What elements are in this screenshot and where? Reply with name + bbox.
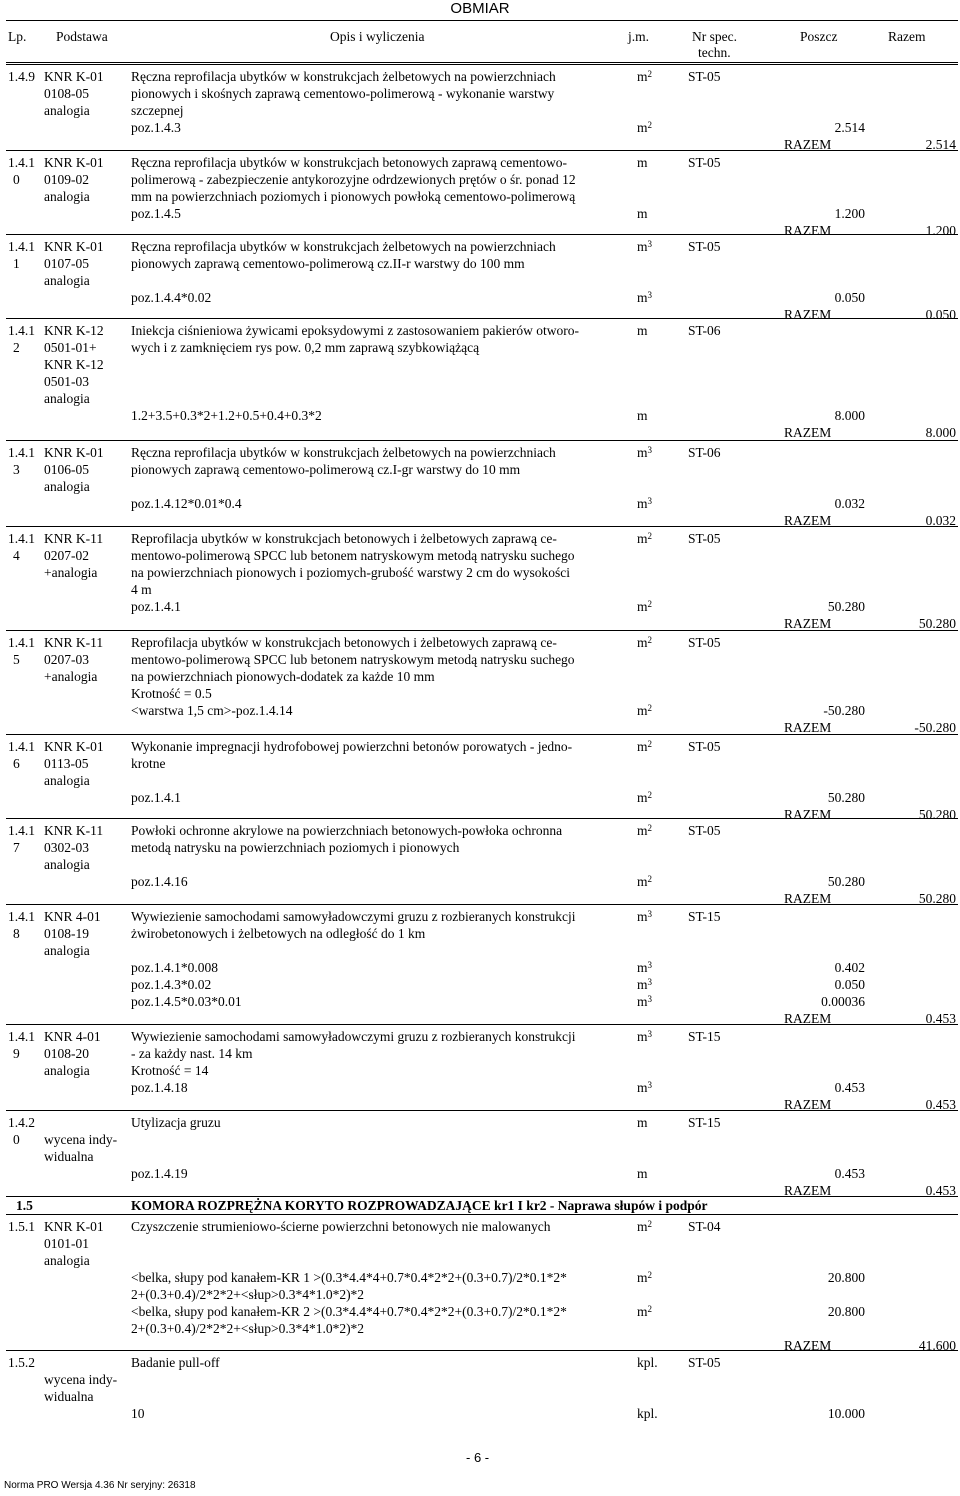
item-lp: 1.4.1 — [8, 155, 35, 170]
item-podstawa: KNR K-01 — [44, 445, 104, 460]
item-podstawa: KNR K-12 — [44, 357, 104, 372]
item-podstawa: KNR 4-01 — [44, 1029, 101, 1044]
calc-expression: 2+(0.3+0.4)/2*2*2+<słup>0.3*4*1.0*2)*2 — [131, 1321, 365, 1336]
calc-unit — [637, 789, 652, 806]
item-spec: ST-05 — [688, 823, 721, 838]
calc-value: 50.280 — [827, 599, 865, 614]
calc-unit — [637, 1079, 652, 1096]
calc-expression: poz.1.4.5 — [131, 206, 181, 221]
item-opis: pionowych zaprawą cementowo-polimerową cz.II-r warstwy do 100 mm — [131, 256, 525, 271]
razem-label: RAZEM — [784, 807, 832, 822]
item-lp: 4 — [13, 548, 20, 563]
item-podstawa: KNR K-11 — [44, 635, 104, 650]
calc-unit — [637, 119, 652, 136]
item-podstawa: 0501-03 — [44, 374, 89, 389]
calc-unit — [637, 495, 652, 512]
header-opis: Opis i wyliczenia — [330, 29, 425, 44]
item-podstawa: analogia — [44, 103, 90, 118]
item-podstawa: analogia — [44, 943, 90, 958]
calc-expression: 1.2+3.5+0.3*2+1.2+0.5+0.4+0.3*2 — [131, 408, 322, 423]
razem-value: 50.280 — [918, 616, 956, 631]
item-podstawa: analogia — [44, 189, 90, 204]
item-opis: Iniekcja ciśnieniowa żywicami epoksydowymi z zastosowaniem pakierów otworo- — [131, 323, 579, 338]
item-podstawa: KNR K-01 — [44, 739, 104, 754]
unit-exponent: 2 — [647, 739, 653, 749]
row-separator — [6, 1024, 958, 1025]
unit-exponent: 3 — [647, 977, 653, 987]
unit-base: m — [637, 1029, 648, 1044]
unit-base: m — [637, 445, 648, 460]
calc-expression: <belka, słupy pod kanałem-KR 2 >(0.3*4.4*4+0.7*0.4*2*2+(0.3+0.7)/2*0.1*2* — [131, 1304, 567, 1319]
item-podstawa: 0108-20 — [44, 1046, 89, 1061]
razem-value: 0.453 — [925, 1097, 956, 1112]
item-jm: m — [637, 1115, 648, 1130]
item-lp: 0 — [13, 172, 20, 187]
calc-value: 0.453 — [834, 1080, 865, 1095]
unit-base: m — [637, 909, 648, 924]
item-jm — [637, 1028, 652, 1045]
calc-expression: poz.1.4.5*0.03*0.01 — [131, 994, 242, 1009]
razem-label: RAZEM — [784, 307, 832, 322]
calc-expression: poz.1.4.19 — [131, 1166, 188, 1181]
item-podstawa: analogia — [44, 1253, 90, 1268]
calc-value: 8.000 — [834, 408, 865, 423]
calc-value: 2.514 — [834, 120, 865, 135]
razem-label: RAZEM — [784, 720, 832, 735]
razem-label: RAZEM — [784, 1183, 832, 1198]
calc-unit — [637, 598, 652, 615]
item-opis: Krotność = 0.5 — [131, 686, 212, 701]
item-spec: ST-06 — [688, 323, 721, 338]
row-separator — [6, 1110, 958, 1111]
item-lp: 1 — [13, 256, 20, 271]
unit-base: m — [637, 703, 648, 718]
razem-value: 41.600 — [918, 1338, 956, 1353]
item-podstawa: +analogia — [44, 565, 98, 580]
item-jm — [637, 738, 652, 755]
item-spec: ST-04 — [688, 1219, 721, 1234]
item-podstawa: KNR K-01 — [44, 1219, 104, 1234]
unit-exponent: 2 — [647, 1304, 653, 1314]
header-podstawa: Podstawa — [56, 29, 108, 44]
item-lp: 1.4.2 — [8, 1115, 35, 1130]
item-spec: ST-15 — [688, 1029, 721, 1044]
item-jm: m — [637, 155, 648, 170]
razem-value: 0.050 — [925, 307, 956, 322]
row-separator — [6, 64, 958, 65]
unit-base: m — [637, 823, 648, 838]
unit-base: m — [637, 1080, 648, 1095]
unit-exponent: 2 — [647, 1219, 653, 1229]
item-lp: 0 — [13, 1132, 20, 1147]
calc-value: 10.000 — [827, 1406, 865, 1421]
item-spec: ST-05 — [688, 239, 721, 254]
item-podstawa: analogia — [44, 1063, 90, 1078]
unit-exponent: 3 — [647, 909, 653, 919]
header-razem: Razem — [888, 29, 926, 44]
calc-value: -50.280 — [823, 703, 865, 718]
item-lp: 1.4.1 — [8, 823, 35, 838]
item-podstawa: 0501-01+ — [44, 340, 97, 355]
razem-value: 1.200 — [925, 223, 956, 238]
calc-value: 1.200 — [834, 206, 865, 221]
row-separator — [6, 150, 958, 151]
item-lp: 1.4.1 — [8, 909, 35, 924]
unit-exponent: 3 — [647, 290, 653, 300]
calc-value: 0.050 — [834, 290, 865, 305]
item-podstawa: 0101-01 — [44, 1236, 89, 1251]
calc-unit — [637, 702, 652, 719]
row-separator — [6, 318, 958, 319]
item-opis: pionowych zaprawą cementowo-polimerową cz.I-gr warstwy do 10 mm — [131, 462, 521, 477]
unit-base: m — [637, 120, 648, 135]
unit-base: m — [637, 994, 648, 1009]
item-opis: wych i z zamknięciem rys pow. 0,2 mm zaprawą szybkowiążącą — [131, 340, 480, 355]
item-podstawa: analogia — [44, 479, 90, 494]
item-opis: Powłoki ochronne akrylowe na powierzchniach betonowych-powłoka ochronna — [131, 823, 563, 838]
item-podstawa: KNR K-01 — [44, 155, 104, 170]
item-opis: - za każdy nast. 14 km — [131, 1046, 253, 1061]
footer-serial: Norma PRO Wersja 4.36 Nr seryjny: 26318 — [4, 1480, 196, 1491]
item-opis: krotne — [131, 756, 166, 771]
item-podstawa: KNR K-11 — [44, 823, 104, 838]
razem-label: RAZEM — [784, 1097, 832, 1112]
calc-value: 0.402 — [834, 960, 865, 975]
unit-exponent: 2 — [647, 1270, 653, 1280]
item-opis: Utylizacja gruzu — [131, 1115, 221, 1130]
unit-base: m — [637, 69, 648, 84]
calc-unit — [637, 993, 652, 1010]
calc-unit: m — [637, 1166, 648, 1181]
item-opis: żwirobetonowych i żelbetowych na odległość do 1 km — [131, 926, 426, 941]
unit-exponent: 3 — [647, 1029, 653, 1039]
item-opis: mentowo-polimerową SPCC lub betonem natryskowym metodą natrysku suchego — [131, 652, 575, 667]
item-podstawa: analogia — [44, 773, 90, 788]
calc-value: 0.00036 — [821, 994, 865, 1009]
header-nr-spec-techn: techn. — [698, 45, 731, 60]
item-podstawa: widualna — [44, 1389, 94, 1404]
item-opis: Wywiezienie samochodami samowyładowczymi gruzu z rozbieranych konstrukcji — [131, 1029, 576, 1044]
item-lp: 1.4.1 — [8, 739, 35, 754]
item-lp: 9 — [13, 1046, 20, 1061]
unit-exponent: 3 — [647, 496, 653, 506]
row-separator — [6, 818, 958, 819]
item-lp: 1.4.1 — [8, 239, 35, 254]
item-podstawa: KNR K-12 — [44, 323, 104, 338]
item-spec: ST-15 — [688, 909, 721, 924]
item-jm — [637, 238, 652, 255]
item-opis: mentowo-polimerową SPCC lub betonem natryskowym metodą natrysku suchego — [131, 548, 575, 563]
razem-label: RAZEM — [784, 425, 832, 440]
item-jm — [637, 822, 652, 839]
unit-base: m — [637, 874, 648, 889]
calc-expression: poz.1.4.3*0.02 — [131, 977, 212, 992]
item-podstawa: analogia — [44, 391, 90, 406]
item-opis: na powierzchniach pionowych i poziomych-grubość warstwy 2 cm do wysokości — [131, 565, 571, 580]
item-spec: ST-05 — [688, 635, 721, 650]
page-number: - 6 - — [466, 1450, 490, 1465]
unit-base: m — [637, 977, 648, 992]
row-separator — [6, 904, 958, 905]
calc-expression: poz.1.4.1 — [131, 790, 181, 805]
unit-base: m — [637, 739, 648, 754]
item-podstawa: 0207-03 — [44, 652, 89, 667]
item-podstawa: KNR K-01 — [44, 239, 104, 254]
calc-unit — [637, 289, 652, 306]
item-lp: 1.4.1 — [8, 1029, 35, 1044]
unit-exponent: 3 — [647, 239, 653, 249]
unit-exponent: 2 — [647, 874, 653, 884]
item-spec: ST-05 — [688, 155, 721, 170]
item-opis: Ręczna reprofilacja ubytków w konstrukcjach żelbetowych na powierzchniach — [131, 239, 556, 254]
unit-exponent: 2 — [647, 599, 653, 609]
unit-base: m — [637, 1219, 648, 1234]
section-lp: 1.5 — [16, 1198, 33, 1213]
item-opis: Ręczna reprofilacja ubytków w konstrukcjach betonowych zaprawą cementowo- — [131, 155, 567, 170]
calc-unit — [637, 1303, 652, 1320]
calc-unit — [637, 959, 652, 976]
item-opis: 4 m — [131, 582, 152, 597]
razem-label: RAZEM — [784, 223, 832, 238]
item-opis: Ręczna reprofilacja ubytków w konstrukcjach żelbetowych na powierzchniach — [131, 445, 556, 460]
item-spec: ST-05 — [688, 1355, 721, 1370]
item-spec: ST-06 — [688, 445, 721, 460]
row-separator — [6, 1350, 958, 1351]
unit-exponent: 3 — [647, 960, 653, 970]
calc-value: 0.032 — [834, 496, 865, 511]
item-opis: pionowych i skośnych zaprawą cementowo-polimerową - wykonanie warstwy — [131, 86, 555, 101]
row-separator — [6, 734, 958, 735]
unit-exponent: 2 — [647, 823, 653, 833]
item-podstawa: widualna — [44, 1149, 94, 1164]
unit-exponent: 2 — [647, 69, 653, 79]
calc-expression: 10 — [131, 1406, 145, 1421]
item-lp: 7 — [13, 840, 20, 855]
razem-value: 8.000 — [925, 425, 956, 440]
unit-exponent: 3 — [647, 445, 653, 455]
calc-expression: poz.1.4.1*0.008 — [131, 960, 218, 975]
razem-value: 50.280 — [918, 807, 956, 822]
item-lp: 8 — [13, 926, 20, 941]
razem-label: RAZEM — [784, 137, 832, 152]
item-opis: mm na powierzchniach poziomych i pionowych powłoką cementowo-polimerową — [131, 189, 576, 204]
calc-value: 50.280 — [827, 790, 865, 805]
calc-unit — [637, 873, 652, 890]
calc-expression: <warstwa 1,5 cm>-poz.1.4.14 — [131, 703, 293, 718]
calc-expression: poz.1.4.16 — [131, 874, 188, 889]
item-podstawa: 0207-02 — [44, 548, 89, 563]
calc-value: 0.050 — [834, 977, 865, 992]
header-lp: Lp. — [8, 29, 27, 44]
item-lp: 1.4.1 — [8, 531, 35, 546]
unit-base: m — [637, 1270, 648, 1285]
item-podstawa: KNR K-11 — [44, 531, 104, 546]
item-podstawa: KNR 4-01 — [44, 909, 101, 924]
unit-base: m — [637, 790, 648, 805]
header-top-rule — [6, 20, 958, 21]
calc-expression: poz.1.4.3 — [131, 120, 181, 135]
row-separator — [6, 440, 958, 441]
unit-base: m — [637, 239, 648, 254]
item-spec: ST-05 — [688, 531, 721, 546]
item-jm: kpl. — [637, 1355, 658, 1370]
page-title: OBMIAR — [450, 0, 510, 17]
item-jm: m — [637, 323, 648, 338]
razem-label: RAZEM — [784, 1338, 832, 1353]
header-bottom-rule — [6, 62, 958, 63]
row-separator — [6, 630, 958, 631]
row-separator — [6, 234, 958, 235]
item-jm — [637, 68, 652, 85]
unit-exponent: 2 — [647, 703, 653, 713]
item-opis: polimerową - zabezpieczenie antykorozyjne odrdzewionych prętów o śr. ponad 12 — [131, 172, 576, 187]
item-opis: Wywiezienie samochodami samowyładowczymi gruzu z rozbieranych konstrukcji — [131, 909, 576, 924]
unit-exponent: 2 — [647, 635, 653, 645]
item-opis: szczepnej — [131, 103, 184, 118]
item-spec: ST-05 — [688, 69, 721, 84]
calc-value: 0.453 — [834, 1166, 865, 1181]
item-podstawa: 0113-05 — [44, 756, 89, 771]
calc-unit — [637, 1269, 652, 1286]
razem-value: 0.453 — [925, 1011, 956, 1026]
item-podstawa: wycena indy- — [44, 1132, 118, 1147]
unit-exponent: 3 — [647, 994, 653, 1004]
calc-unit: m — [637, 206, 648, 221]
item-podstawa: 0108-05 — [44, 86, 89, 101]
item-opis: Czyszczenie strumieniowo-ścierne powierzchni betonowych nie malowanych — [131, 1219, 551, 1234]
razem-value: -50.280 — [914, 720, 956, 735]
unit-exponent: 3 — [647, 1080, 653, 1090]
calc-unit: kpl. — [637, 1406, 658, 1421]
row-separator — [6, 1214, 958, 1215]
item-opis: Reprofilacja ubytków w konstrukcjach betonowych i żelbetowych zaprawą ce- — [131, 635, 557, 650]
calc-unit — [637, 976, 652, 993]
item-podstawa: 0109-02 — [44, 172, 89, 187]
razem-label: RAZEM — [784, 616, 832, 631]
item-lp: 1.4.9 — [8, 69, 35, 84]
unit-base: m — [637, 290, 648, 305]
calc-expression: 2+(0.3+0.4)/2*2*2+<słup>0.3*4*1.0*2)*2 — [131, 1287, 365, 1302]
item-podstawa: analogia — [44, 273, 90, 288]
razem-label: RAZEM — [784, 891, 832, 906]
razem-label: RAZEM — [784, 1011, 832, 1026]
razem-value: 50.280 — [918, 891, 956, 906]
unit-base: m — [637, 635, 648, 650]
item-podstawa: 0108-19 — [44, 926, 89, 941]
item-lp: 5 — [13, 652, 20, 667]
item-lp: 1.5.2 — [8, 1355, 35, 1370]
row-separator — [6, 526, 958, 527]
item-opis: Wykonanie impregnacji hydrofobowej powierzchni betonów porowatych - jedno- — [131, 739, 573, 754]
item-lp: 1.4.1 — [8, 323, 35, 338]
unit-exponent: 2 — [647, 531, 653, 541]
item-podstawa: 0106-05 — [44, 462, 89, 477]
calc-expression: poz.1.4.12*0.01*0.4 — [131, 496, 242, 511]
calc-value: 20.800 — [827, 1304, 865, 1319]
item-lp: 1.4.1 — [8, 445, 35, 460]
header-nr-spec: Nr spec. — [692, 29, 737, 44]
unit-base: m — [637, 531, 648, 546]
razem-value: 2.514 — [925, 137, 956, 152]
unit-base: m — [637, 960, 648, 975]
item-jm — [637, 634, 652, 651]
item-opis: Reprofilacja ubytków w konstrukcjach betonowych i żelbetowych zaprawą ce- — [131, 531, 557, 546]
item-jm — [637, 444, 652, 461]
calc-expression: <belka, słupy pod kanałem-KR 1 >(0.3*4.4*4+0.7*0.4*2*2+(0.3+0.7)/2*0.1*2* — [131, 1270, 567, 1285]
razem-value: 0.453 — [925, 1183, 956, 1198]
header-poszcz: Poszcz — [800, 29, 838, 44]
item-jm — [637, 530, 652, 547]
item-podstawa: analogia — [44, 857, 90, 872]
item-podstawa: 0107-05 — [44, 256, 89, 271]
item-jm — [637, 1218, 652, 1235]
unit-exponent: 2 — [647, 120, 653, 130]
item-opis: Badanie pull-off — [131, 1355, 220, 1370]
razem-value: 0.032 — [925, 513, 956, 528]
razem-label: RAZEM — [784, 513, 832, 528]
item-lp: 3 — [13, 462, 20, 477]
calc-expression: poz.1.4.18 — [131, 1080, 188, 1095]
unit-base: m — [637, 1304, 648, 1319]
item-lp: 1.5.1 — [8, 1219, 35, 1234]
item-lp: 6 — [13, 756, 20, 771]
item-opis: Ręczna reprofilacja ubytków w konstrukcjach żelbetowych na powierzchniach — [131, 69, 556, 84]
calc-unit: m — [637, 408, 648, 423]
item-spec: ST-15 — [688, 1115, 721, 1130]
item-opis: metodą natrysku na powierzchniach poziomych i pionowych — [131, 840, 460, 855]
unit-exponent: 2 — [647, 790, 653, 800]
item-lp: 1.4.1 — [8, 635, 35, 650]
calc-expression: poz.1.4.4*0.02 — [131, 290, 212, 305]
unit-base: m — [637, 599, 648, 614]
item-podstawa: wycena indy- — [44, 1372, 118, 1387]
item-opis: na powierzchniach pionowych-dodatek za każde 10 mm — [131, 669, 435, 684]
calc-expression: poz.1.4.1 — [131, 599, 181, 614]
item-podstawa: 0302-03 — [44, 840, 89, 855]
calc-value: 20.800 — [827, 1270, 865, 1285]
unit-base: m — [637, 496, 648, 511]
item-podstawa: +analogia — [44, 669, 98, 684]
header-jm: j.m. — [628, 29, 650, 44]
item-podstawa: KNR K-01 — [44, 69, 104, 84]
item-spec: ST-05 — [688, 739, 721, 754]
calc-value: 50.280 — [827, 874, 865, 889]
section-title: KOMORA ROZPRĘŻNA KORYTO ROZPROWADZAJĄCE kr1 I kr2 - Naprawa słupów i podpór — [131, 1198, 708, 1213]
item-lp: 2 — [13, 340, 20, 355]
item-jm — [637, 908, 652, 925]
item-opis: Krotność = 14 — [131, 1063, 209, 1078]
